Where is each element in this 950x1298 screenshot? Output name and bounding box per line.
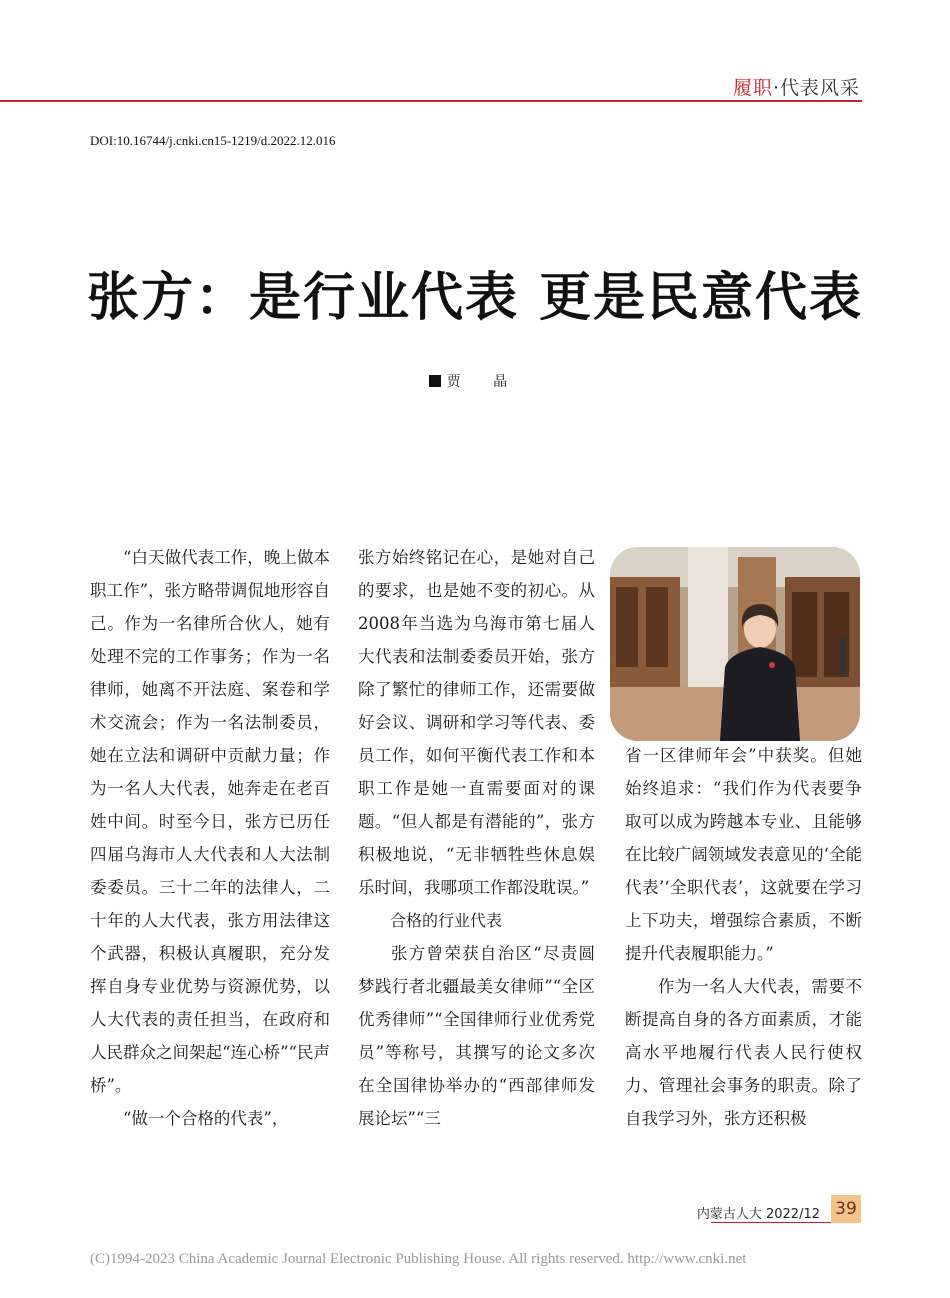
column-2 [358, 541, 595, 1135]
paragraph: 作为一名人大代表，需要不断提高自身的各方面素质，才能高水平地履行代表人民行使权力、管理社会事务的职责。除了自我学习外，张方还积极 [625, 977, 862, 1128]
byline [0, 371, 950, 391]
column-1 [90, 541, 330, 1135]
copyright-line: (C)1994-2023 China Academic Journal Electronic Publishing House. All rights reserved. http://www.cnki.net [90, 1251, 747, 1267]
page-number: 39 [831, 1195, 861, 1223]
article-title: 张方：是行业代表 更是民意代表 [86, 267, 864, 328]
section-subheading: 合格的行业代表 [390, 911, 503, 930]
paragraph: “白天做代表工作，晚上做本职工作”，张方略带调侃地形容自己。作为一名律所合伙人，她有处理不完的工作事务；作为一名律师，她离不开法庭、案卷和学术交流会；作为一名法制委员，她在立法和调研中贡献力量；作为一名人大代表，她奔走在老百姓中间。时至今日，张方已历任四届乌海市人大代表和人大法制委委员。三十二年的法律人，二十年的人大代表，张方用法律这个武器，积极认真履职，充分发挥自身专业优势与资源优势，以人大代表的责任担当，在政府和人民群众之间架起“连心桥”“民声桥”。 [90, 548, 330, 1095]
section-header-rest: ·代表风采 [772, 77, 860, 99]
header-divider [0, 100, 862, 102]
portrait-photo [610, 547, 860, 741]
portrait-illustration [610, 547, 860, 741]
paragraph: 张方始终铭记在心，是她对自己的要求，也是她不变的初心。从2008年当选为乌海市第七届人大代表和法制委委员开始，张方除了繁忙的律师工作，还需要做好会议、调研和学习等代表、委员工作，如何平衡代表工作和本职工作是她一直需要面对的课题。“但人都是有潜能的”，张方积极地说，“无非牺牲些休息娱乐时间，我哪项工作都没耽误。” [358, 548, 595, 897]
paragraph: 张方曾荣获自治区“尽责圆梦践行者北疆最美女律师”“全区优秀律师”“全国律师行业优秀党员”等称号，其撰写的论文多次在全国律协举办的“西部律师发展论坛”“三 [358, 944, 595, 1128]
paragraph: “做一个合格的代表”， [123, 1109, 289, 1128]
paragraph: 省一区律师年会”中获奖。但她始终追求：“我们作为代表要争取可以成为跨越本专业、且能够在比较广阔领域发表意见的‘全能代表’‘全职代表’，这就要在学习上下功夫，增强综合素质，不断提升代表履职能力。” [625, 746, 862, 963]
doi-line: DOI:10.16744/j.cnki.cn15-1219/d.2022.12.016 [90, 133, 336, 148]
section-header [733, 73, 860, 100]
author-name: 贾 晶 [446, 374, 522, 390]
section-header-accent: 履职 [732, 77, 773, 99]
byline-square-icon [429, 375, 441, 387]
column-3 [625, 739, 862, 1135]
journal-footer: 内蒙古人大 2022/12 [696, 1207, 820, 1222]
